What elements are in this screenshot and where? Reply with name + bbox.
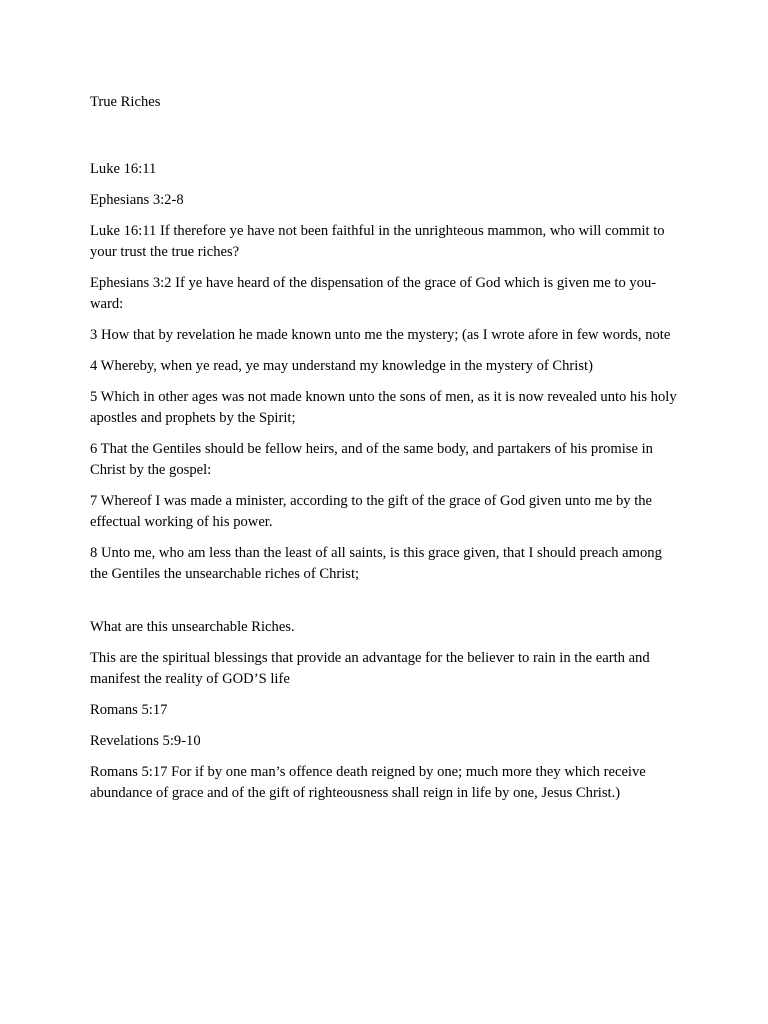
paragraph-luke-16-11: Luke 16:11 If therefore ye have not been faithful in the unrighteous mammon, who will commit to your trust the true riches? (90, 223, 665, 260)
paragraph-reference-romans: Romans 5:17 (90, 702, 168, 718)
document-title: True Riches (90, 94, 161, 110)
paragraph-verse-8: 8 Unto me, who am less than the least of all saints, is this grace given, that I should preach among the Gentiles the unsearchable riches of Christ; (90, 545, 662, 582)
paragraph-verse-3: 3 How that by revelation he made known unto me the mystery; (as I wrote afore in few words, note (90, 327, 671, 343)
paragraph-verse-4: 4 Whereby, when ye read, ye may understand my knowledge in the mystery of Christ) (90, 358, 593, 374)
paragraph-reference-revelations: Revelations 5:9-10 (90, 733, 201, 749)
document-body (90, 92, 680, 814)
paragraph-question: What are this unsearchable Riches. (90, 619, 295, 635)
paragraph-reference-ephesians: Ephesians 3:2-8 (90, 192, 184, 208)
paragraph-verse-7: 7 Whereof I was made a minister, according to the gift of the grace of God given unto me by the effectual working of his power. (90, 493, 653, 530)
paragraph-verse-5: 5 Which in other ages was not made known unto the sons of men, as it is now revealed unto his holy apostles and prophets by the Spirit; (90, 389, 677, 426)
paragraph-verse-6: 6 That the Gentiles should be fellow heirs, and of the same body, and partakers of his promise in Christ by the gospel: (90, 441, 653, 478)
paragraph-ephesians-3-2: Ephesians 3:2 If ye have heard of the dispensation of the grace of God which is given me to you-ward: (90, 275, 657, 312)
paragraph-reference-luke: Luke 16:11 (90, 161, 157, 177)
paragraph-romans-5-17: Romans 5:17 For if by one man’s offence death reigned by one; much more they which receive abundance of grace and of the gift of righteousness shall reign in life by one, Jesus Christ.) (90, 764, 646, 801)
paragraph-answer: This are the spiritual blessings that provide an advantage for the believer to rain in the earth and manifest the reality of GOD’S life (90, 650, 650, 687)
